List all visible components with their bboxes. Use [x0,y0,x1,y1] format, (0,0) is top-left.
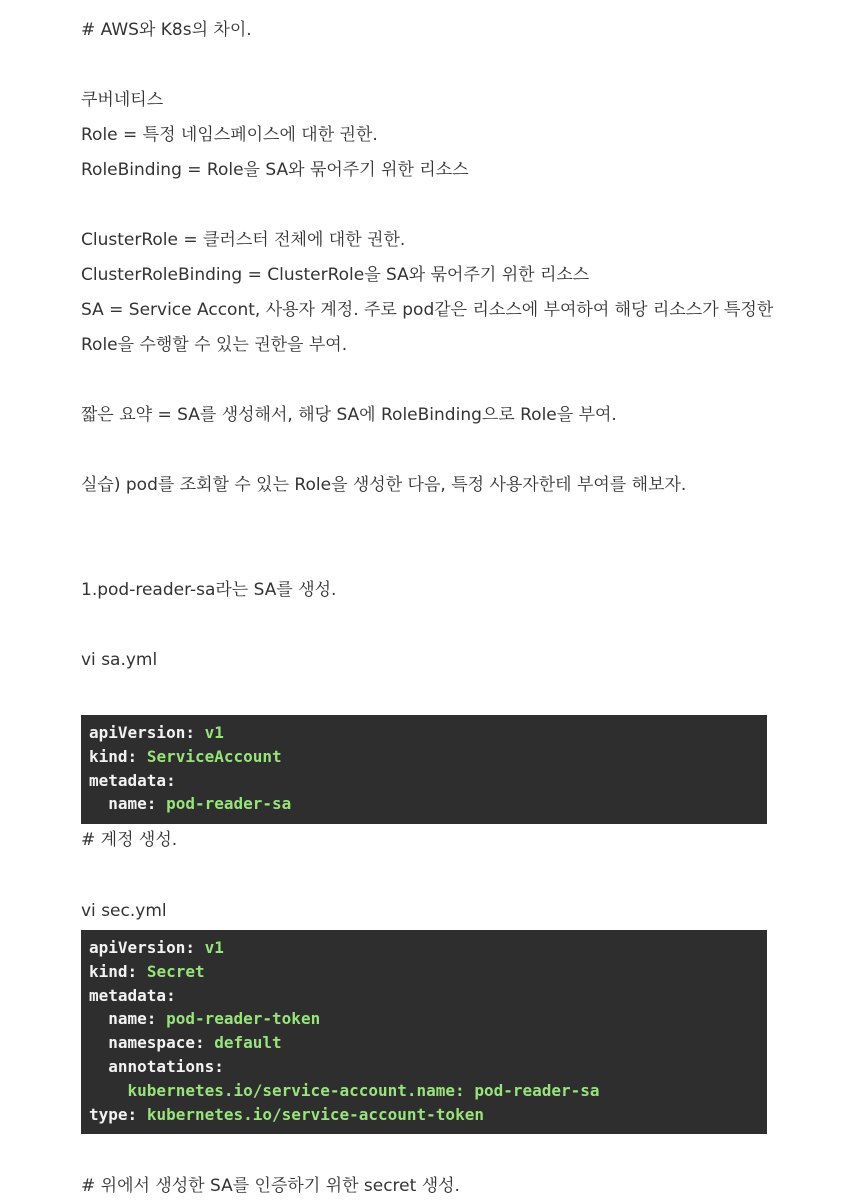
code-key: type: [89,1104,138,1124]
code-key: name: [89,794,157,814]
code-key: metadata: [89,985,176,1005]
code-line [89,769,759,793]
k8s-title: 쿠버네티스 [81,90,164,110]
code-value: Secret [146,961,205,981]
code-value: kubernetes.io/service-account.name: [89,1080,465,1100]
code-key: namespace: [89,1033,205,1053]
code-line [89,1055,759,1079]
comment-account-create: # 계정 생성. [81,830,178,850]
vi-sa-command: vi sa.yml [81,650,158,670]
clusterrole-definition: ClusterRole = 클러스터 전체에 대한 권한. [81,230,406,250]
comment-secret-create: # 위에서 생성한 SA를 인증하기 위한 secret 생성. [81,1176,460,1196]
practice-text: 실습) pod를 조회할 수 있는 Role을 생성한 다음, 특정 사용자한테 부여를 해보자. [81,475,687,495]
code-key: metadata: [89,770,176,790]
code-value: pod-reader-sa [166,794,292,814]
code-key: kind: [89,746,138,766]
code-value: default [214,1033,282,1053]
summary-text: 짧은 요약 = SA를 생성해서, 해당 SA에 RoleBinding으로 Role을 부여. [81,405,617,425]
code-key: apiVersion: [89,938,195,957]
code-line [89,1031,759,1055]
code-line [89,745,759,769]
code-key: kind: [89,961,138,981]
code-line [89,721,759,745]
code-line [89,1079,759,1103]
clusterrolebinding-definition: ClusterRoleBinding = ClusterRole을 SA와 묶어주기 위한 리소스 [81,265,590,285]
code-key: apiVersion: [89,723,195,742]
code-line [89,960,759,984]
code-value: pod-reader-sa [474,1080,600,1100]
code-block-sa-yml [81,715,767,824]
code-value: kubernetes.io/service-account-token [146,1104,484,1124]
rolebinding-definition: RoleBinding = Role을 SA와 묶어주기 위한 리소스 [81,160,469,180]
code-value: pod-reader-token [166,1009,321,1029]
code-line [89,1103,759,1127]
code-line [89,1007,759,1031]
code-line [89,984,759,1008]
code-value: v1 [204,723,224,742]
code-value: ServiceAccount [146,746,282,766]
sa-definition-line2: Role을 수행할 수 있는 권한을 부여. [81,335,348,355]
code-value: v1 [204,938,224,957]
heading-aws-vs-k8s: # AWS와 K8s의 차이. [81,20,252,40]
code-line [89,792,759,816]
code-key: name: [89,1009,157,1029]
role-definition: Role = 특정 네임스페이스에 대한 권한. [81,125,378,145]
code-line [89,936,759,960]
code-block-sec-yml [81,930,767,1134]
code-key: annotations: [89,1056,224,1076]
sa-definition-line1: SA = Service Accont, 사용자 계정. 주로 pod같은 리소스에 부여하여 해당 리소스가 특정한 [81,300,774,320]
vi-sec-command: vi sec.yml [81,901,167,921]
step1-text: 1.pod-reader-sa라는 SA를 생성. [81,580,337,600]
